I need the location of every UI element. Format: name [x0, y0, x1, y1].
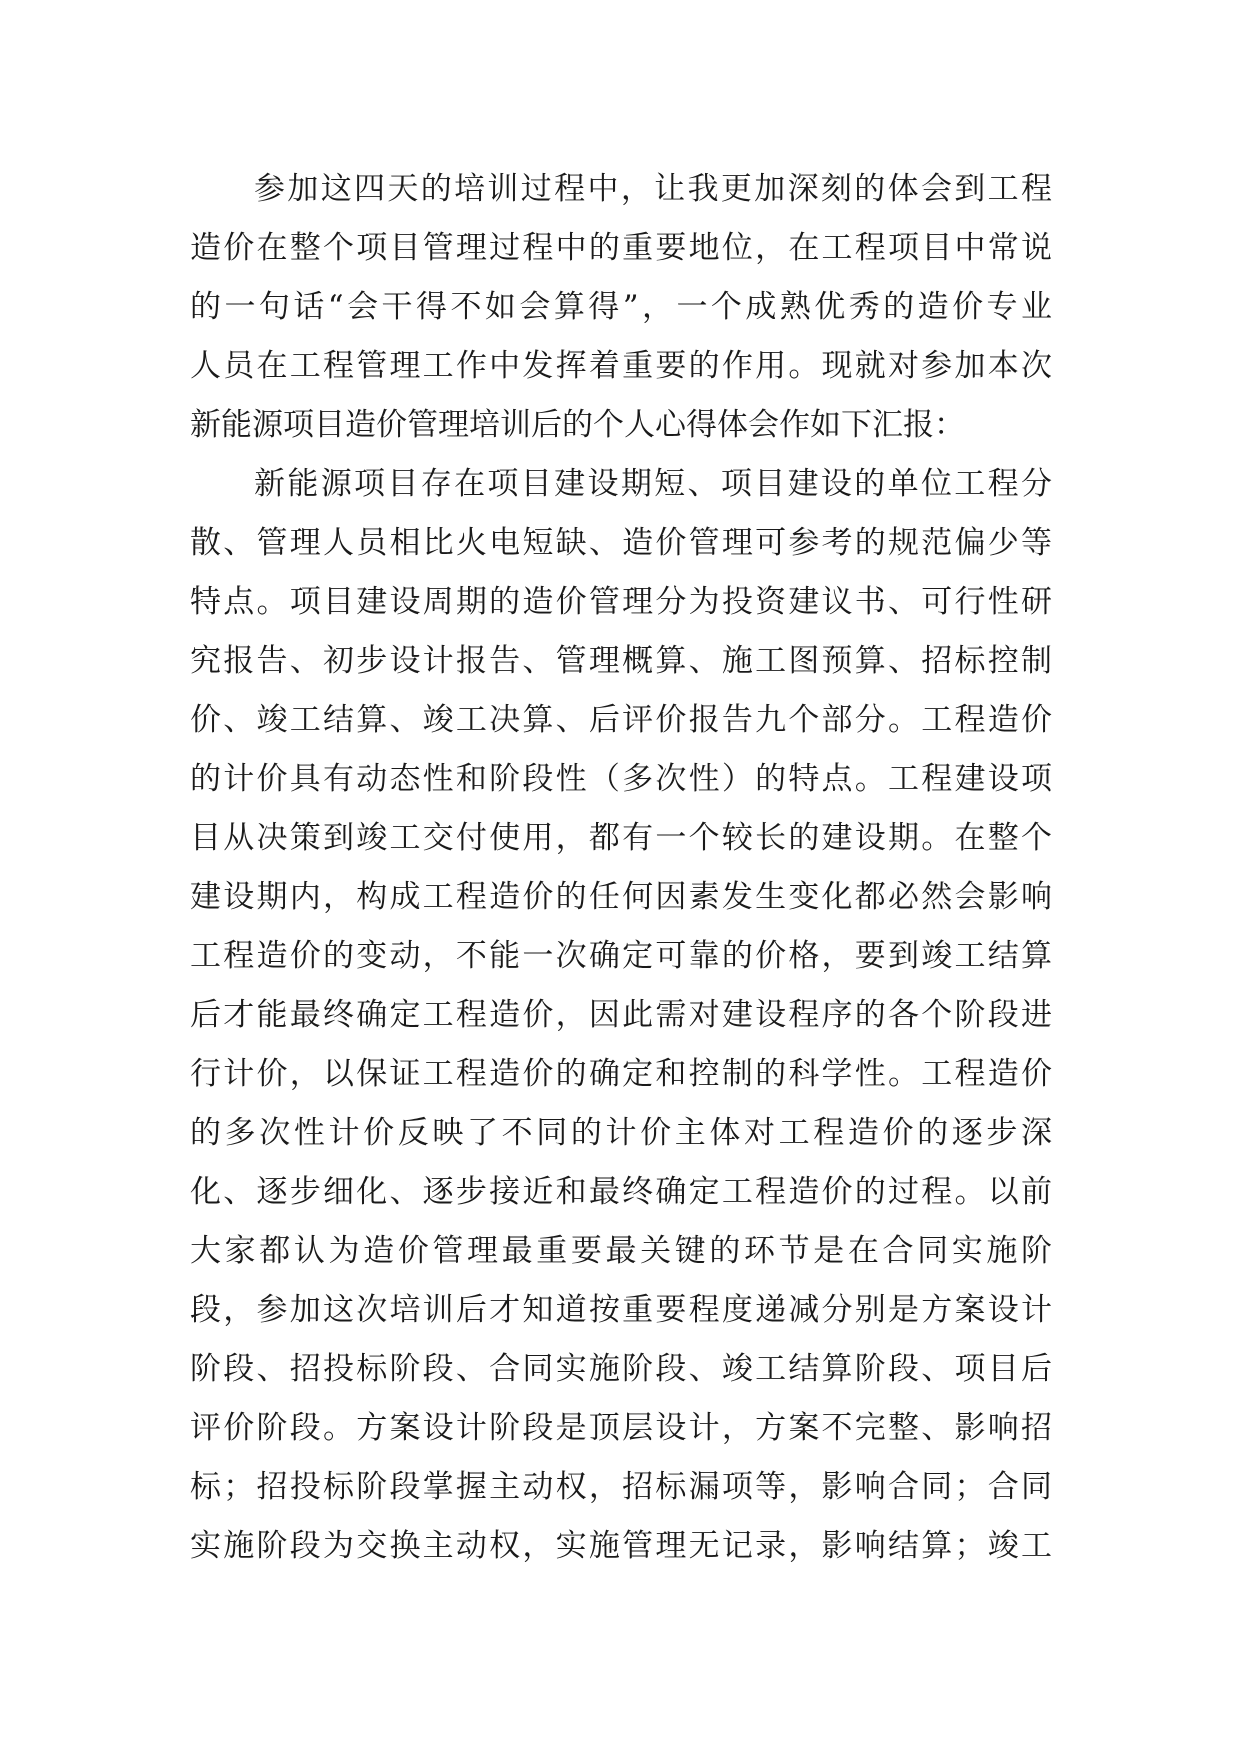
body-text	[190, 160, 1052, 1576]
paragraph-2-line-4: 究报告、初步设计报告、管理概算、施工图预算、招标控制	[190, 643, 1052, 679]
paragraph-2-line-7: 目从决策到竣工交付使用，都有一个较长的建设期。在整个	[190, 820, 1052, 856]
paragraph-2-line-11: 行计价，以保证工程造价的确定和控制的科学性。工程造价	[190, 1056, 1052, 1092]
paragraph-2-line-17: 评价阶段。方案设计阶段是顶层设计，方案不完整、影响招	[190, 1410, 1052, 1446]
paragraph-2-line-9: 工程造价的变动，不能一次确定可靠的价格，要到竣工结算	[190, 938, 1052, 974]
paragraph-1-line-2: 造价在整个项目管理过程中的重要地位，在工程项目中常说	[190, 230, 1052, 266]
paragraph-1-line-5: 新能源项目造价管理培训后的个人心得体会作如下汇报：	[190, 407, 965, 443]
paragraph-2-line-2: 散、管理人员相比火电短缺、造价管理可参考的规范偏少等	[190, 525, 1052, 561]
paragraph-2-line-1: 新能源项目存在项目建设期短、项目建设的单位工程分	[254, 466, 1052, 502]
paragraph-2-line-3: 特点。项目建设周期的造价管理分为投资建议书、可行性研	[190, 584, 1052, 620]
paragraph-1-line-3: 的一句话“会干得不如会算得”，一个成熟优秀的造价专业	[190, 289, 1052, 325]
paragraph-2-line-12: 的多次性计价反映了不同的计价主体对工程造价的逐步深	[190, 1115, 1052, 1151]
paragraph-2-line-16: 阶段、招投标阶段、合同实施阶段、竣工结算阶段、项目后	[190, 1351, 1052, 1387]
paragraph-2-line-15: 段，参加这次培训后才知道按重要程度递减分别是方案设计	[190, 1292, 1052, 1328]
paragraph-2-line-19: 实施阶段为交换主动权，实施管理无记录，影响结算；竣工	[190, 1528, 1052, 1564]
paragraph-2-line-10: 后才能最终确定工程造价，因此需对建设程序的各个阶段进	[190, 997, 1052, 1033]
paragraph-2-line-13: 化、逐步细化、逐步接近和最终确定工程造价的过程。以前	[190, 1174, 1052, 1210]
paragraph-2-line-8: 建设期内，构成工程造价的任何因素发生变化都必然会影响	[190, 879, 1052, 915]
paragraph-1-line-1: 参加这四天的培训过程中，让我更加深刻的体会到工程	[254, 171, 1052, 207]
paragraph-1-line-4: 人员在工程管理工作中发挥着重要的作用。现就对参加本次	[190, 348, 1052, 384]
paragraph-2-line-18: 标；招投标阶段掌握主动权，招标漏项等，影响合同；合同	[190, 1469, 1052, 1505]
paragraph-2-line-5: 价、竣工结算、竣工决算、后评价报告九个部分。工程造价	[190, 702, 1052, 738]
paragraph-2-line-14: 大家都认为造价管理最重要最关键的环节是在合同实施阶	[190, 1233, 1052, 1269]
paragraph-2-line-6: 的计价具有动态性和阶段性（多次性）的特点。工程建设项	[190, 761, 1052, 797]
